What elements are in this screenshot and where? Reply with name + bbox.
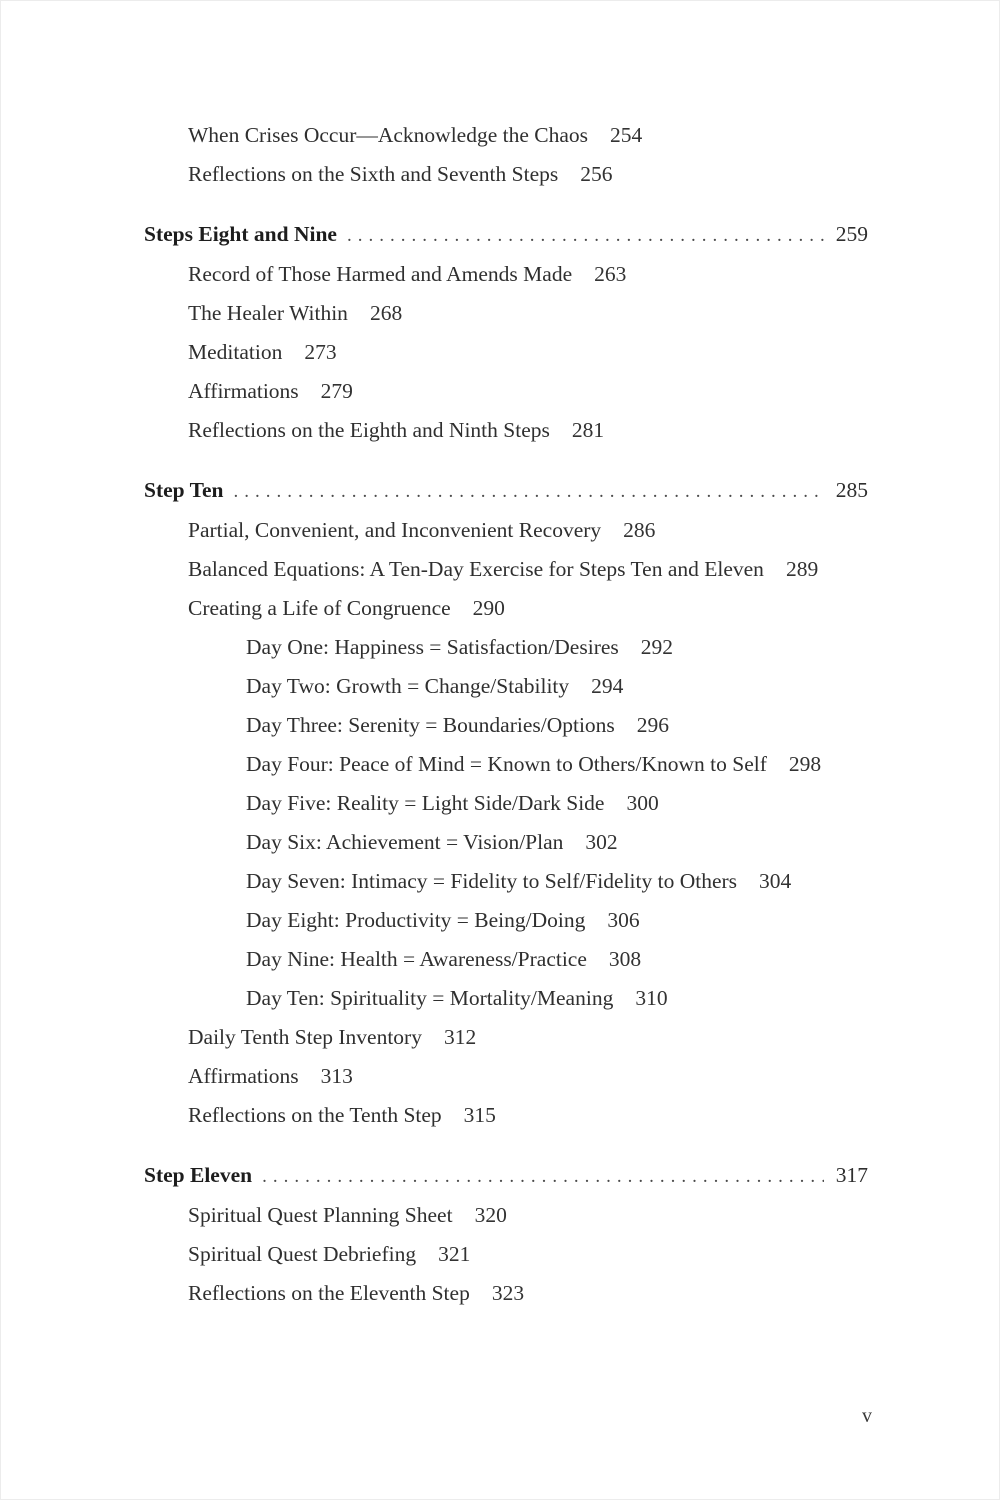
toc-entry-label: Record of Those Harmed and Amends Made [188,262,573,286]
toc-entry-label: When Crises Occur—Acknowledge the Chaos [188,123,589,147]
toc-entry-label: Day Five: Reality = Light Side/Dark Side [246,791,605,815]
toc-entry-label: Spiritual Quest Planning Sheet [188,1203,453,1227]
toc-entry [144,667,868,706]
toc-entry-label: Spiritual Quest Debriefing [188,1242,417,1266]
toc-entry [144,550,868,589]
toc-entry-page: 306 [607,908,640,932]
toc-entry-page: 312 [443,1025,477,1049]
toc-section-title: Step Eleven [144,1163,253,1187]
toc-entry-page: 296 [636,713,670,737]
toc-entry [144,862,868,901]
toc-entry [144,1274,868,1313]
toc-entry-page: 292 [640,635,674,659]
toc-entry [144,979,868,1018]
toc-entry [144,1057,868,1096]
toc-section-page: 317 [835,1163,868,1187]
toc-entry-page: 263 [594,262,627,286]
toc-entry-page: 313 [320,1064,353,1088]
toc-entry-label: Day Three: Serenity = Boundaries/Options [246,713,615,737]
toc-entry-label: Day One: Happiness = Satisfaction/Desires [246,635,619,659]
toc-entry [144,706,868,745]
toc-entry-page: 315 [463,1103,496,1127]
toc-entry-label: Meditation [188,340,283,364]
toc-entry-label: Creating a Life of Congruence [188,596,451,620]
toc-entry [144,1096,868,1135]
dot-leader [347,216,824,255]
toc-entry [144,940,868,979]
toc-entry-page: 323 [491,1281,525,1305]
toc-entry-label: Partial, Convenient, and Inconvenient Recovery [188,518,602,542]
dot-leader [233,472,823,511]
toc-entry-page: 294 [591,674,624,698]
toc-entry-label: Day Nine: Health = Awareness/Practice [246,947,587,971]
toc-entry-page: 300 [626,791,659,815]
toc-entry [144,294,868,333]
toc-entry-page: 302 [585,830,618,854]
toc-entry-page: 256 [580,162,613,186]
toc-entry-label: Day Eight: Productivity = Being/Doing [246,908,586,932]
toc-entry-page: 273 [304,340,337,364]
toc-entry [144,823,868,862]
toc-entry [144,628,868,667]
toc-entry-label: Day Two: Growth = Change/Stability [246,674,570,698]
toc-entry-label: Day Six: Achievement = Vision/Plan [246,830,564,854]
toc-entry-page: 321 [438,1242,471,1266]
toc-entry [144,745,868,784]
toc-entry-label: Reflections on the Eleventh Step [188,1281,470,1305]
toc-entry-page: 320 [474,1203,507,1227]
dot-leader [262,1157,824,1196]
toc-section-header [144,215,868,255]
toc-entry-label: Reflections on the Sixth and Seventh Steps [188,162,559,186]
toc-entry [144,589,868,628]
toc-entry-label: Affirmations [188,1064,299,1088]
toc-entry-label: The Healer Within [188,301,348,325]
toc-entry-page: 310 [635,986,668,1010]
toc-entry [144,1196,868,1235]
toc-entry-page: 289 [785,557,819,581]
toc-entry-label: Affirmations [188,379,299,403]
toc-entry [144,1018,868,1057]
table-of-contents [144,116,868,1313]
toc-entry-page: 254 [610,123,643,147]
toc-entry-page: 304 [759,869,792,893]
toc-entry [144,155,868,194]
toc-entry [144,116,868,155]
toc-section-title: Steps Eight and Nine [144,222,337,246]
toc-entry [144,511,868,550]
toc-entry-page: 268 [369,301,403,325]
toc-entry-page: 290 [472,596,505,620]
toc-entry [144,901,868,940]
toc-entry-page: 286 [623,518,656,542]
toc-entry [144,372,868,411]
toc-entry [144,1235,868,1274]
toc-entry [144,411,868,450]
page-folio: v [862,1405,872,1427]
toc-entry-page: 308 [608,947,642,971]
toc-entry-label: Reflections on the Eighth and Ninth Steps [188,418,550,442]
toc-section-header [144,471,868,511]
toc-entry-label: Balanced Equations: A Ten-Day Exercise for Steps Ten and Eleven [188,557,764,581]
toc-entry-label: Daily Tenth Step Inventory [188,1025,422,1049]
toc-entry-label: Day Four: Peace of Mind = Known to Others/Known to Self [246,752,767,776]
toc-entry-label: Day Ten: Spirituality = Mortality/Meaning [246,986,614,1010]
toc-entry-page: 279 [320,379,353,403]
toc-section-page: 259 [835,222,868,246]
toc-entry [144,333,868,372]
toc-entry-label: Reflections on the Tenth Step [188,1103,442,1127]
toc-section-page: 285 [835,478,868,502]
toc-entry [144,784,868,823]
toc-entry-page: 281 [571,418,605,442]
toc-section-header [144,1156,868,1196]
toc-entry [144,255,868,294]
toc-section-title: Step Ten [144,478,224,502]
toc-entry-page: 298 [788,752,822,776]
toc-entry-label: Day Seven: Intimacy = Fidelity to Self/Fidelity to Others [246,869,738,893]
